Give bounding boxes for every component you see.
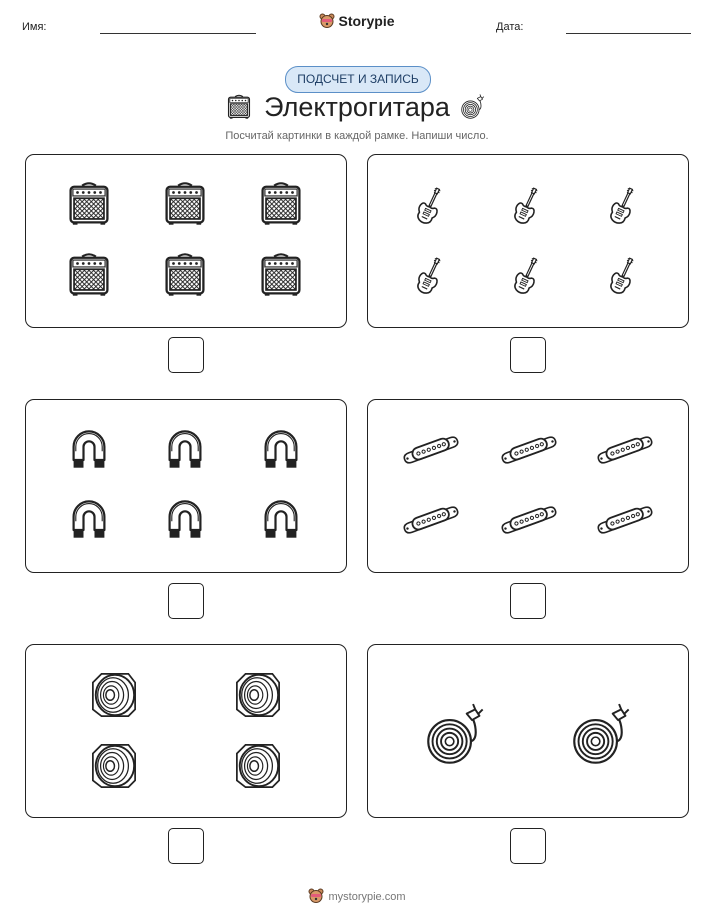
- answer-box-3[interactable]: [168, 583, 204, 619]
- bear-icon: [308, 888, 324, 904]
- instruction-text: Посчитай картинки в каждой рамке. Напиши число.: [225, 130, 489, 142]
- page-title: Электрогитара: [264, 92, 450, 122]
- guitar-pickup-icon: [595, 502, 655, 538]
- guitar-pickup-icon: [401, 432, 461, 468]
- answer-box-4[interactable]: [510, 583, 546, 619]
- amplifier-icon: [258, 180, 304, 228]
- electric-guitar-icon: [507, 249, 547, 303]
- speaker-icon: [234, 742, 282, 790]
- amplifier-icon: [162, 251, 208, 299]
- brand-name: Storypie: [338, 13, 395, 29]
- brand-logo: [0, 13, 714, 29]
- electric-guitar-icon: [410, 179, 450, 233]
- name-line[interactable]: [100, 33, 256, 34]
- speaker-icon: [234, 671, 282, 719]
- electric-guitar-icon: [603, 249, 643, 303]
- horseshoe-magnet-icon: [259, 496, 303, 542]
- amplifier-icon: [162, 180, 208, 228]
- name-label: Имя:: [22, 21, 47, 33]
- counting-frame-3: [25, 399, 347, 573]
- answer-box-5[interactable]: [168, 828, 204, 864]
- horseshoe-magnet-icon: [163, 426, 207, 472]
- guitar-pickup-icon: [499, 432, 559, 468]
- coiled-cable-icon: [460, 94, 486, 120]
- amplifier-icon: [66, 251, 112, 299]
- amplifier-icon: [258, 251, 304, 299]
- counting-frame-4: [367, 399, 689, 573]
- horseshoe-magnet-icon: [67, 426, 111, 472]
- horseshoe-magnet-icon: [259, 426, 303, 472]
- electric-guitar-icon: [603, 179, 643, 233]
- date-label: Дата:: [496, 21, 524, 33]
- amplifier-icon: [66, 180, 112, 228]
- horseshoe-magnet-icon: [163, 496, 207, 542]
- guitar-pickup-icon: [595, 432, 655, 468]
- guitar-pickup-icon: [401, 502, 461, 538]
- electric-guitar-icon: [507, 179, 547, 233]
- counting-frame-1: [25, 154, 347, 328]
- horseshoe-magnet-icon: [67, 496, 111, 542]
- activity-badge: ПОДСЧЕТ И ЗАПИСЬ: [285, 66, 431, 93]
- bear-icon: [319, 13, 335, 29]
- electric-guitar-icon: [410, 249, 450, 303]
- answer-box-2[interactable]: [510, 337, 546, 373]
- date-line[interactable]: [566, 33, 691, 34]
- speaker-icon: [90, 671, 138, 719]
- footer: [0, 888, 714, 904]
- coiled-cable-icon: [570, 703, 634, 767]
- footer-url[interactable]: mystorypie.com: [328, 891, 406, 903]
- answer-box-6[interactable]: [510, 828, 546, 864]
- counting-frame-2: [367, 154, 689, 328]
- answer-box-1[interactable]: [168, 337, 204, 373]
- counting-frame-6: [367, 644, 689, 818]
- guitar-pickup-icon: [499, 502, 559, 538]
- speaker-icon: [90, 742, 138, 790]
- counting-frame-5: [25, 644, 347, 818]
- coiled-cable-icon: [424, 703, 488, 767]
